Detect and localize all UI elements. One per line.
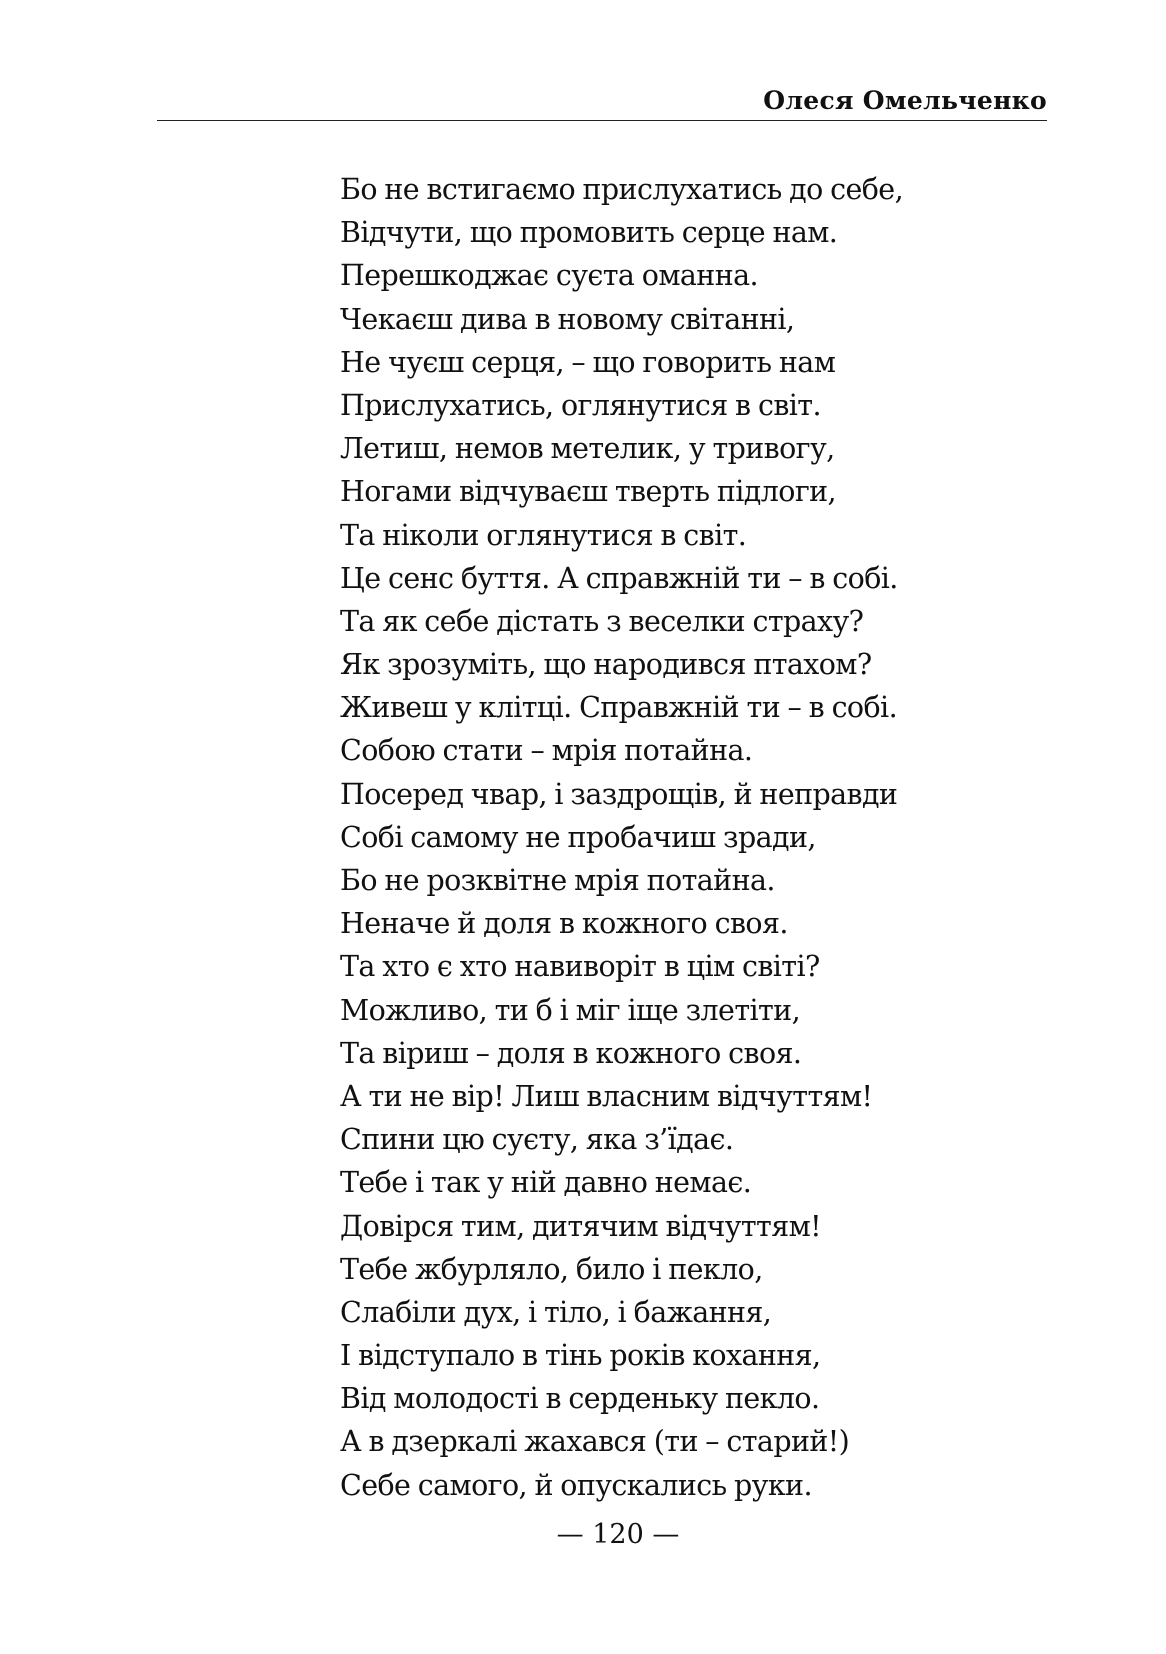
page-number: — 120 — [556, 1519, 680, 1550]
poem-line: Не чуєш серця, – що говорить нам [340, 345, 836, 379]
running-header [157, 78, 1047, 122]
poem-line: Слабіли дух, і тіло, і бажання, [340, 1295, 772, 1329]
poem-line: Прислухатись, оглянутися в світ. [340, 388, 821, 422]
poem-line: Від молодості в серденьку пекло. [340, 1382, 820, 1416]
poem-line: Спини цю суєту, яка з’їдає. [340, 1123, 734, 1157]
poem-line: Як зрозуміть, що народився птахом? [340, 648, 872, 682]
poem-line: А в дзеркалі жахався (ти – старий!) [340, 1425, 850, 1459]
poem-line: Та віриш – доля в кожного своя. [340, 1036, 802, 1070]
poem-line: І відступало в тінь років кохання, [340, 1339, 821, 1373]
poem-line: Бо не розквітне мрія потайна. [340, 864, 775, 897]
header-author: Олеся Омельченко [763, 86, 1047, 115]
poem-line: Себе самого, й опускались руки. [340, 1468, 812, 1502]
poem-line: Тебе і так у ній давно немає. [340, 1166, 752, 1200]
poem-line: Ногами відчуваєш тверть підлоги, [340, 475, 837, 509]
poem-line: Посеред чвар, і заздрощів, й неправди [340, 777, 898, 811]
poem-text [340, 168, 1040, 1507]
poem-line: Летиш, немов метелик, у тривогу, [340, 432, 835, 466]
poem-line: Тебе жбурляло, било і пекло, [340, 1252, 763, 1286]
poem-line: Неначе й доля в кожного своя. [340, 907, 788, 941]
poem-line: Та як себе дістать з веселки страху? [340, 604, 864, 638]
poem-line: А ти не вір! Лиш власним відчуттям! [340, 1079, 873, 1113]
poem-line: Бо не встигаємо прислухатись до себе, [340, 173, 904, 206]
poem-line: Та ніколи оглянутися в світ. [340, 518, 747, 552]
poem-line: Собі самому не пробачиш зради, [340, 820, 816, 854]
poem-line: Перешкоджає суєта оманна. [340, 259, 758, 293]
poem-line: Відчути, що промовить серце нам. [340, 216, 838, 250]
poem-line: Живеш у клітці. Справжній ти – в собі. [340, 691, 898, 725]
poem-line: Собою стати – мрія потайна. [340, 734, 753, 768]
poem-line: Можливо, ти б і міг іще злетіти, [340, 993, 801, 1027]
poem-line: Це сенс буття. А справжній ти – в собі. [340, 561, 898, 595]
poem-line: Чекаєш дива в новому світанні, [340, 302, 795, 336]
header-divider [157, 120, 1047, 121]
poem-line: Довірся тим, дитячим відчуттям! [340, 1209, 821, 1243]
poem-line: Та хто є хто навиворіт в цім світі? [340, 950, 820, 984]
